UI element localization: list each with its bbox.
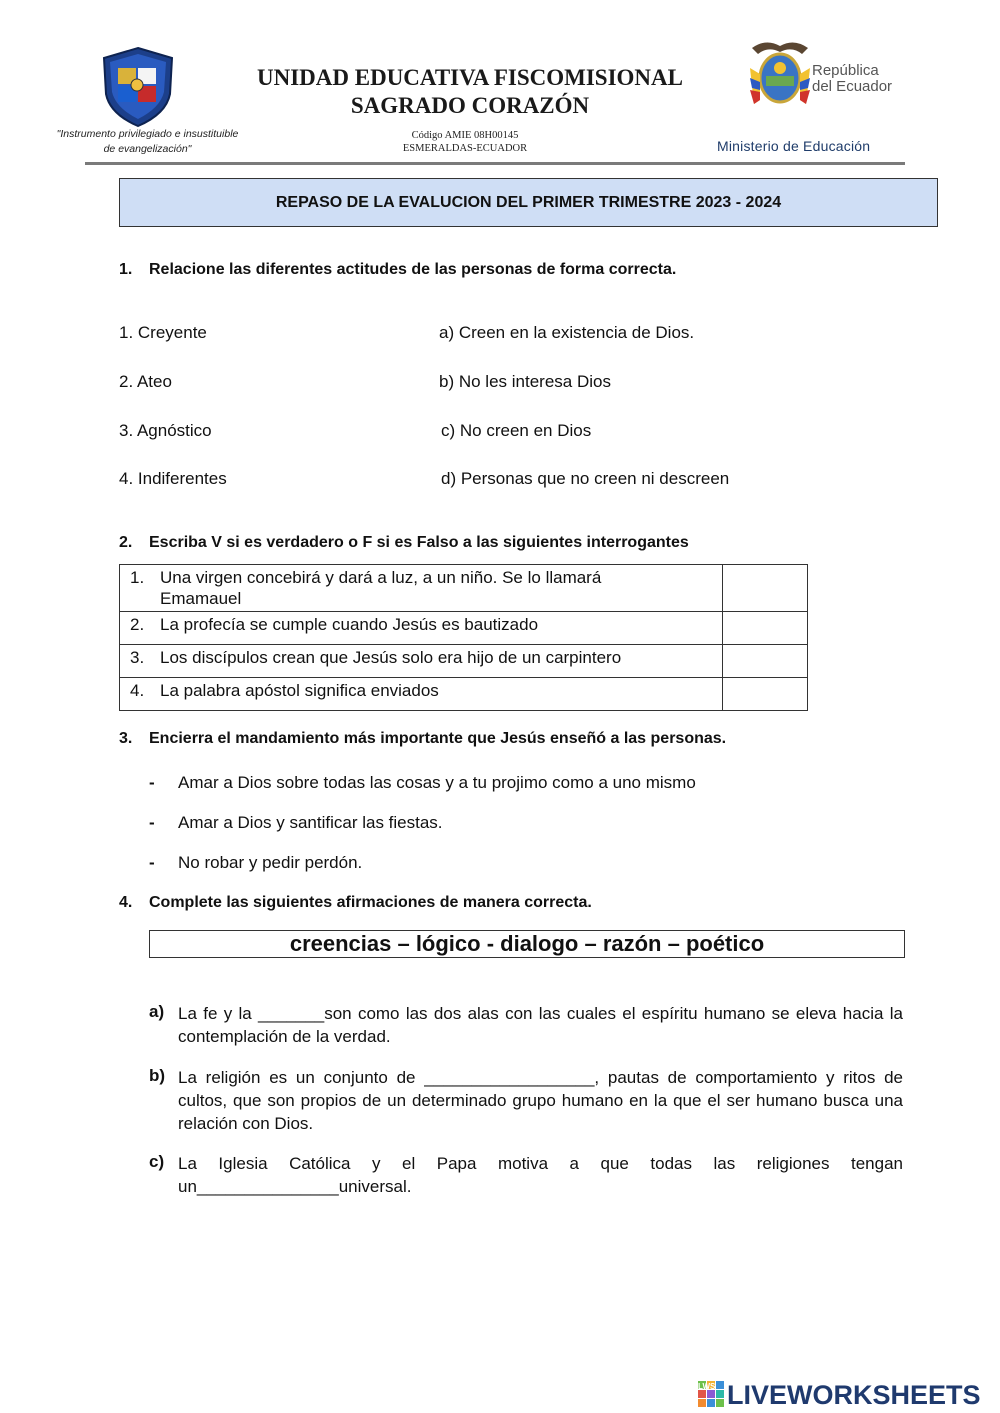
statement-number: 1.	[130, 568, 145, 587]
logo-icon-letters: LWS	[698, 1382, 716, 1391]
item-letter: c)	[149, 1152, 165, 1171]
statement-number: 4.	[130, 681, 145, 700]
liveworksheets-logo	[698, 1378, 993, 1408]
option-bullet: -	[149, 773, 155, 792]
statement-text: Una virgen concebirá y dará a luz, a un niño. Se lo llamará	[160, 568, 602, 587]
school-code-location: Código AMIE 08H00145 ESMERALDAS-ECUADOR	[402, 130, 528, 154]
worksheet-title: REPASO DE LA EVALUCION DEL PRIMER TRIMESTRE 2023 - 2024	[119, 178, 938, 227]
q1-left-item: 1. Creyente	[119, 323, 207, 342]
statement-text: La palabra apóstol significa enviados	[160, 681, 439, 700]
q2-number: 2.	[119, 534, 133, 551]
table-row	[120, 678, 808, 711]
school-name: UNIDAD EDUCATIVA FISCOMISIONAL SAGRADO CORAZÓN	[257, 65, 683, 118]
q3-number: 3.	[119, 730, 133, 747]
true-false-table	[119, 564, 808, 711]
statement-cell	[120, 645, 723, 678]
q2-prompt: Escriba V si es verdadero o F si es Falso a las siguientes interrogantes	[149, 534, 689, 551]
q1-left-item: 4. Indiferentes	[119, 469, 227, 488]
statement-cell	[120, 612, 723, 645]
word-bank: creencias – lógico - dialogo – razón – poético	[149, 930, 905, 958]
answer-cell[interactable]	[723, 645, 808, 678]
ministerio-label: Ministerio de Educación	[717, 138, 871, 154]
q1-left-item: 2. Ateo	[119, 372, 172, 391]
answer-cell[interactable]	[723, 612, 808, 645]
ecuador-coat-of-arms-icon	[746, 38, 814, 112]
header-divider	[85, 162, 905, 165]
table-row	[120, 612, 808, 645]
q4-number: 4.	[119, 894, 133, 911]
statement-cell	[120, 565, 723, 612]
table-row	[120, 645, 808, 678]
option-bullet: -	[149, 813, 155, 832]
q3-prompt: Encierra el mandamiento más importante que Jesús enseñó a las personas.	[149, 730, 727, 747]
answer-cell[interactable]	[723, 565, 808, 612]
fill-in-statement[interactable]: La religión es un conjunto de __________________, pautas de comportamiento y ritos de cultos, que son propios de un determinado grupo humano en la que el ser humano busca una relación con Dios.	[178, 1068, 903, 1133]
school-crest-logo	[100, 46, 176, 128]
q4-prompt: Complete las siguientes afirmaciones de manera correcta.	[149, 894, 592, 911]
fill-in-statement[interactable]: La fe y la _______son como las dos alas con las cuales el espíritu humano se eleva hacia la contemplación de la verdad.	[178, 1004, 903, 1046]
statement-text: La profecía se cumple cuando Jesús es bautizado	[160, 615, 539, 634]
commandment-option[interactable]: Amar a Dios y santificar las fiestas.	[178, 813, 443, 832]
statement-text: Los discípulos crean que Jesús solo era hijo de un carpintero	[160, 648, 622, 667]
q1-right-item: a) Creen en la existencia de Dios.	[439, 323, 695, 342]
q1-number: 1.	[119, 261, 133, 278]
q1-right-item: c) No creen en Dios	[441, 421, 592, 440]
commandment-option[interactable]: Amar a Dios sobre todas las cosas y a tu projimo como a uno mismo	[178, 773, 696, 792]
q1-left-item: 3. Agnóstico	[119, 421, 212, 440]
statement-text-continued: Emamauel	[160, 589, 242, 608]
republica-del-ecuador-label: República del Ecuador	[812, 62, 893, 95]
item-letter: a)	[149, 1002, 165, 1021]
statement-cell	[120, 678, 723, 711]
q1-right-item: d) Personas que no creen ni descreen	[441, 469, 730, 488]
table-row	[120, 565, 808, 612]
statement-number: 3.	[130, 648, 145, 667]
liveworksheets-brand: LIVEWORKSHEETS	[727, 1380, 981, 1408]
q1-prompt: Relacione las diferentes actitudes de las personas de forma correcta.	[149, 261, 677, 278]
answer-cell[interactable]	[723, 678, 808, 711]
fill-in-statement[interactable]: La Iglesia Católica y el Papa motiva a que todas las religiones tengan un_______________universal.	[178, 1154, 903, 1196]
school-motto: "Instrumento privilegiado e insustituible de evangelización"	[56, 128, 239, 155]
q1-right-item: b) No les interesa Dios	[439, 372, 611, 391]
option-bullet: -	[149, 853, 155, 872]
commandment-option[interactable]: No robar y pedir perdón.	[178, 853, 363, 872]
item-letter: b)	[149, 1066, 166, 1085]
statement-number: 2.	[130, 615, 145, 634]
